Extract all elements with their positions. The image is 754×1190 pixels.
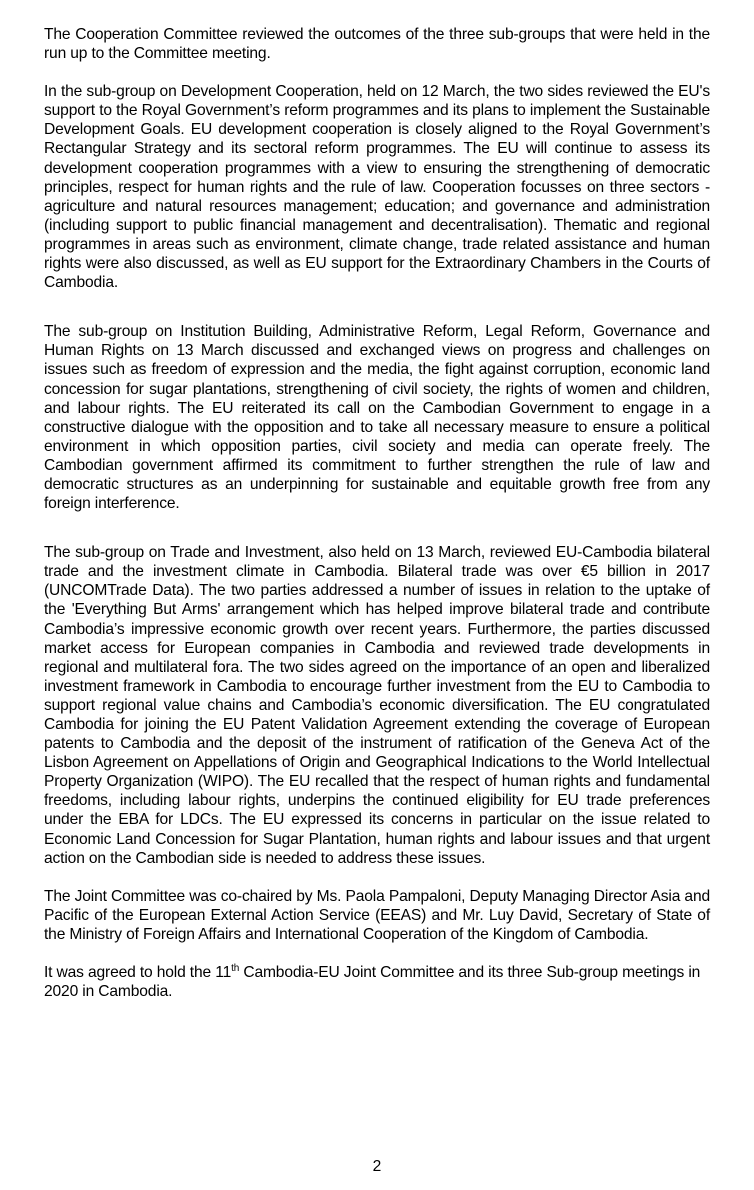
paragraph-institution-building: The sub-group on Institution Building, Administrative Reform, Legal Reform, Governance and Human Rights on 13 March discussed and exchanged views on progress and challenges on issues such as freedom of expression and the media, the fight against corruption, economic land concession for sugar plantations, strengthening of civil society, the rights of women and children, and labour rights. The EU reiterated its call on the Cambodian Government to engage in a constructive dialogue with the opposition and to take all necessary measure to ensure a political environment in which opposition parties, civil society and media can operate freely. The Cambodian government affirmed its commitment to further strengthen the rule of law and democratic structures as an underpinning for sustainable and equitable growth free from any foreign interference.	[44, 323, 710, 513]
page-number: 2	[372, 1158, 382, 1175]
paragraph-co-chairs: The Joint Committee was co-chaired by Ms. Paola Pampaloni, Deputy Managing Director Asia and Pacific of the European External Action Service (EEAS) and Mr. Luy David, Secretary of State of the Ministry of Foreign Affairs and International Cooperation of the Kingdom of Cambodia.	[44, 887, 710, 943]
ordinal-superscript: th	[231, 963, 240, 975]
next-meeting-text-after: Cambodia-EU Joint Committee and its three Sub-group meetings in 2020 in Cambodia.	[44, 964, 701, 1001]
paragraph-trade-investment: The sub-group on Trade and Investment, also held on 13 March, reviewed EU-Cambodia bilateral trade and the investment climate in Cambodia. Bilateral trade was over €5 billion in 2017 (UNCOMTrade Data). The two parties addressed a number of issues in relation to the uptake of the 'Everything But Arms' arrangement which has helped improve bilateral trade and contribute Cambodia’s impressive economic growth over recent years. Furthermore, the parties discussed market access for European companies in Cambodia and reviewed trade developments in regional and multilateral fora. The two sides agreed on the importance of an open and liberalized investment framework in Cambodia to encourage further investment from the EU to Cambodia to support regional value chains and Cambodia’s economic diversification. The EU congratulated Cambodia for joining the EU Patent Validation Agreement extending the coverage of European patents to Cambodia and the deposit of the instrument of ratification of the Geneva Act of the Lisbon Agreement on Appellations of Origin and Geographical Indications to the World Intellectual Property Organization (WIPO). The EU recalled that the respect of human rights and fundamental freedoms, including labour rights, underpins the continued eligibility for EU trade preferences under the EBA for LDCs. The EU expressed its concerns in particular on the issue related to Economic Land Concession for Sugar Plantation, human rights and labour issues and that urgent action on the Cambodian side is needed to address these issues.	[44, 544, 710, 867]
paragraph-development-cooperation: In the sub-group on Development Cooperation, held on 12 March, the two sides reviewed the EU's support to the Royal Government’s reform programmes and its plans to implement the Sustainable Development Goals. EU development cooperation is closely aligned to the Royal Government’s Rectangular Strategy and its sectoral reform programmes. The EU will continue to assess its development cooperation programmes with a view to ensuring the strengthening of democratic principles, respect for human rights and the rule of law. Cooperation focusses on three sectors - agriculture and natural resources management; education; and governance and administration (including support to public financial management and decentralisation). Thematic and regional programmes in areas such as environment, climate change, trade related assistance and human rights were also discussed, as well as EU support for the Extraordinary Chambers in the Courts of Cambodia.	[44, 83, 710, 292]
paragraph-subgroups-overview: The Cooperation Committee reviewed the outcomes of the three sub-groups that were held in the run up to the Committee meeting.	[44, 26, 710, 63]
next-meeting-text-before: It was agreed to hold the 11	[44, 964, 232, 982]
document-page	[44, 25, 710, 1001]
paragraph-next-meeting	[44, 963, 710, 1001]
